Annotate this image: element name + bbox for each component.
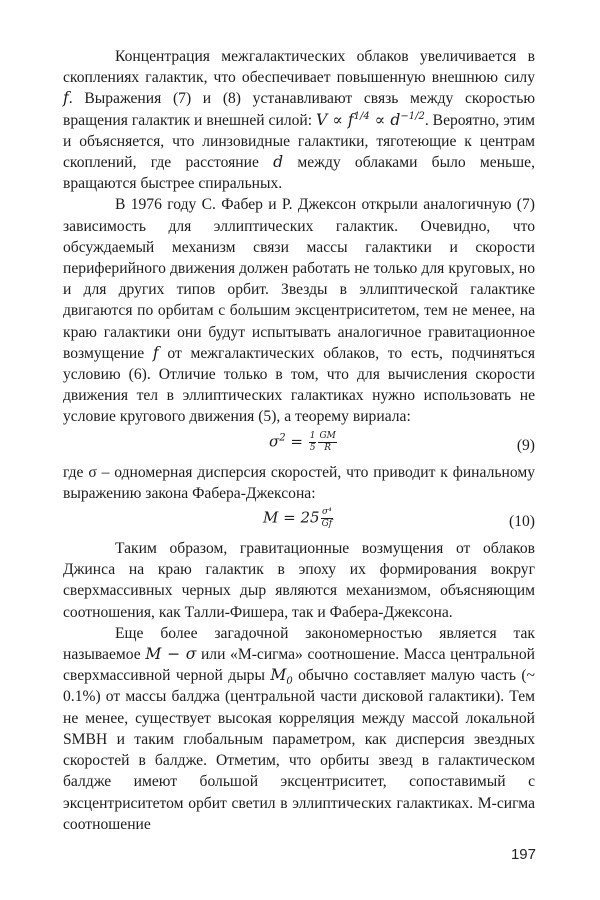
math-d: ∝ d [369,110,401,129]
frac-denominator: R [324,442,332,453]
math-m-sigma: M − σ [145,645,197,664]
page-number: 197 [510,846,536,863]
text-run: Еще более загадочной закономерностью является так называемое [63,624,535,664]
text-run: от межгалактических облаков, то есть, подчиняться условию (6). Отличие только в том, что для вычисления скорости движения тел в эллиптических галактиках нужно использовать не условие кругового движения (5), а теорему вириала: [63,344,535,426]
paragraph-5 [63,623,535,835]
equation-9 [63,428,535,462]
math-exponent: 1/4 [353,110,370,122]
equation-number: (9) [516,436,535,454]
math-exponent: −1/2 [400,110,425,122]
text-run: обычно составляет малую часть (~ 0.1%) от массы балджа (центральной части дисковой галактики). Тем не менее, существует высокая корреляция между массой локальной SMBH и таким глобальным параметром, как дисперсия звездных скоростей в балдже. Отметим, что орбиты звезд в галактическом балдже имеют большой эксцентриситет, сопоставимый с эксцентриситетом орбит светил в эллиптических галактиках. М-сигма соотношение [63,667,535,833]
math-f: f [63,89,69,108]
equation-body [263,507,334,530]
fraction-one-fifth [309,431,317,454]
math-mass: M = 25 [263,508,320,527]
equation-number: (10) [509,513,535,531]
paragraph-4 [63,538,535,623]
text-run: . Вероятно, этим и объясняется, что линзовидные галактики, тяготеющие к центрам скоплений, где расстояние [63,111,536,172]
text-run: где σ – одномерная дисперсия скоростей, что приводит к финальному выражению закона Фабера-Джексона: [63,463,535,502]
text-run: В 1976 году С. Фабер и Р. Джексон открыли аналогичную (7) зависимость для эллиптических галактик. Очевидно, что обсуждаемый механизм связи массы галактики и скорости периферийного движения должен работать не только для круговых, но и для других типов орбит. Звезды в эллиптической галактике двигаются по орбитам с большим эксцентриситетом, тем не менее, на краю галактики они будут испытывать аналогичное гравитационное возмущение [63,196,535,362]
equation-body [269,431,338,454]
math-exponent: 2 [279,432,286,444]
text-run: Таким образом, гравитационные возмущения от облаков Джинса на краю галактик в эпоху их формирования вокруг сверхмассивных черных дыр являются механизмом, объясняющим соотношения, как Талли-Фишера, так и Фабера-Джексона. [63,540,535,621]
math-m: M [270,666,287,685]
fraction-sigma-gf [321,507,334,530]
text-run: . Выражения (7) и (8) устанавливают связь между скоростью вращения галактик и внешней силой: [63,90,535,129]
fraction-gm-r [318,431,336,454]
text-run: между облаками было меньше, вращаются быстрее спиральных. [63,154,535,193]
paragraph-3 [63,462,535,504]
math-equals: = [285,432,308,451]
frac-numerator: 1 [309,430,316,441]
frac-denominator: 5 [309,442,316,453]
math-m0 [270,666,293,688]
equation-10 [63,504,535,538]
paragraph-2 [63,194,535,427]
text-run: или «М-сигма» соотношение. Масса центральной сверхмассивной черной дыры [63,646,535,685]
body-text [63,46,535,835]
paragraph-1 [63,46,535,194]
frac-numerator: GM [319,430,336,441]
text-run: Концентрация межгалактических облаков увеличивается в скоплениях галактик, что обеспечивает повышенную внешнюю силу [63,48,535,87]
math-f: f [152,343,159,362]
frac-denominator: Gf [321,519,333,530]
math-relation [316,111,425,129]
math-subscript: 0 [286,676,293,688]
math-sigma: σ [269,432,280,451]
math-v-f: V ∝ f [316,110,354,129]
math-d: d [273,153,284,172]
frac-numerator: σ⁴ [321,507,332,518]
